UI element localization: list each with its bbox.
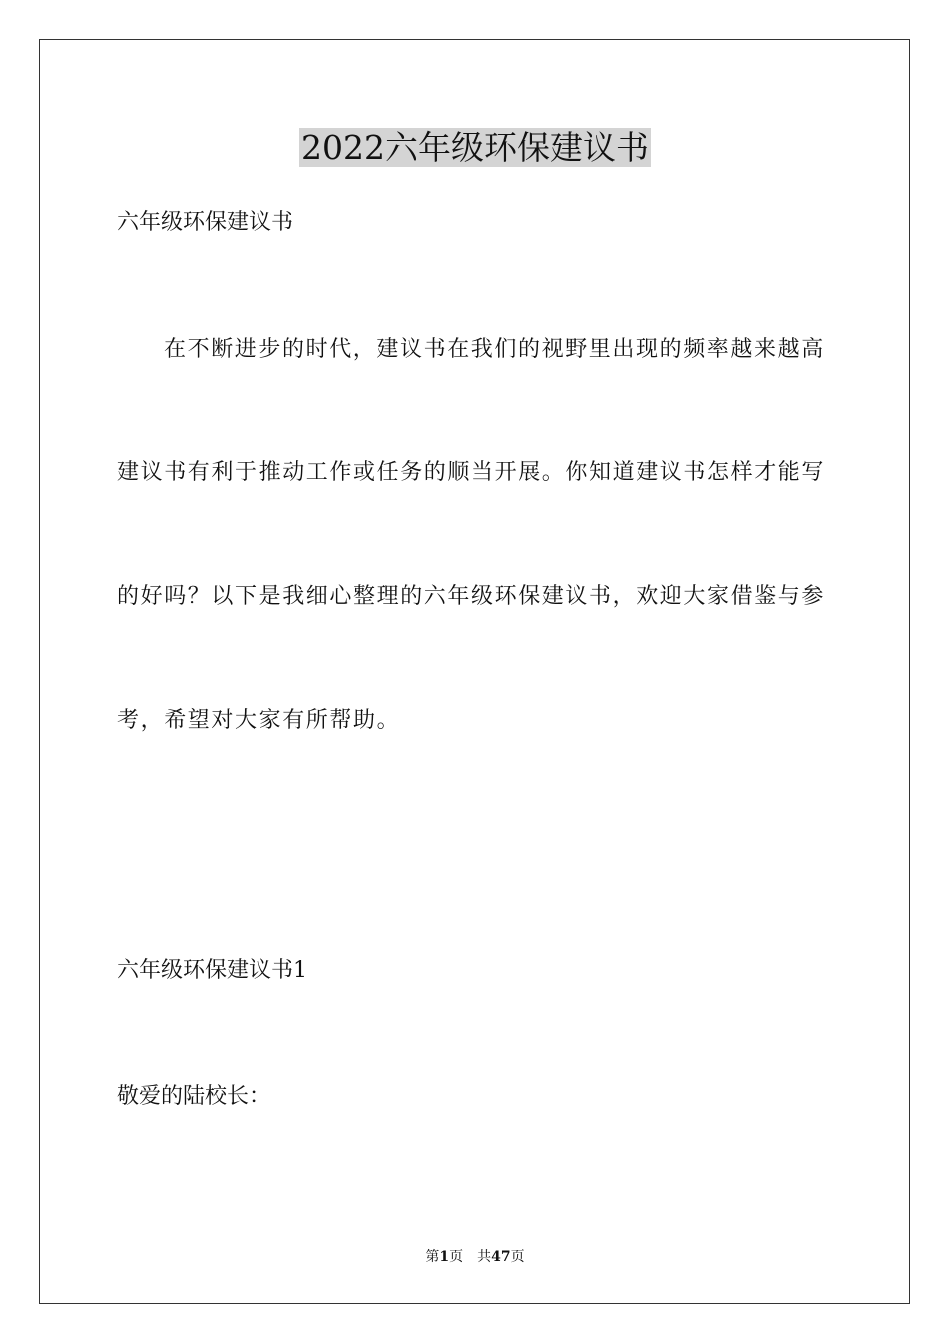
footer-page-total: 47 <box>491 1249 511 1265</box>
footer-page-prefix: 第 <box>425 1249 440 1265</box>
document-title <box>0 126 950 170</box>
footer-page-current: 1 <box>439 1249 450 1265</box>
intro-line-1: 在不断进步的时代，建议书在我们的视野里出现的频率越来越高 <box>164 337 825 362</box>
intro-line-4: 考，希望对大家有所帮助。 <box>117 708 401 733</box>
footer-total-suffix: 页 <box>510 1249 525 1265</box>
intro-line-2: 建议书有利于推动工作或任务的顺当开展。你知道建议书怎样才能写 <box>117 460 826 485</box>
page-footer <box>0 1247 950 1267</box>
intro-line-3: 的好吗？以下是我细心整理的六年级环保建议书，欢迎大家借鉴与参 <box>117 584 826 609</box>
salutation: 敬爱的陆校长： <box>117 1084 272 1109</box>
document-title-text: 2022六年级环保建议书 <box>301 128 649 167</box>
document-subtitle: 六年级环保建议书 <box>117 210 294 235</box>
section-heading: 六年级环保建议书1 <box>117 958 307 983</box>
footer-total-prefix: 共 <box>477 1249 492 1265</box>
footer-page-suffix: 页 <box>449 1249 464 1265</box>
